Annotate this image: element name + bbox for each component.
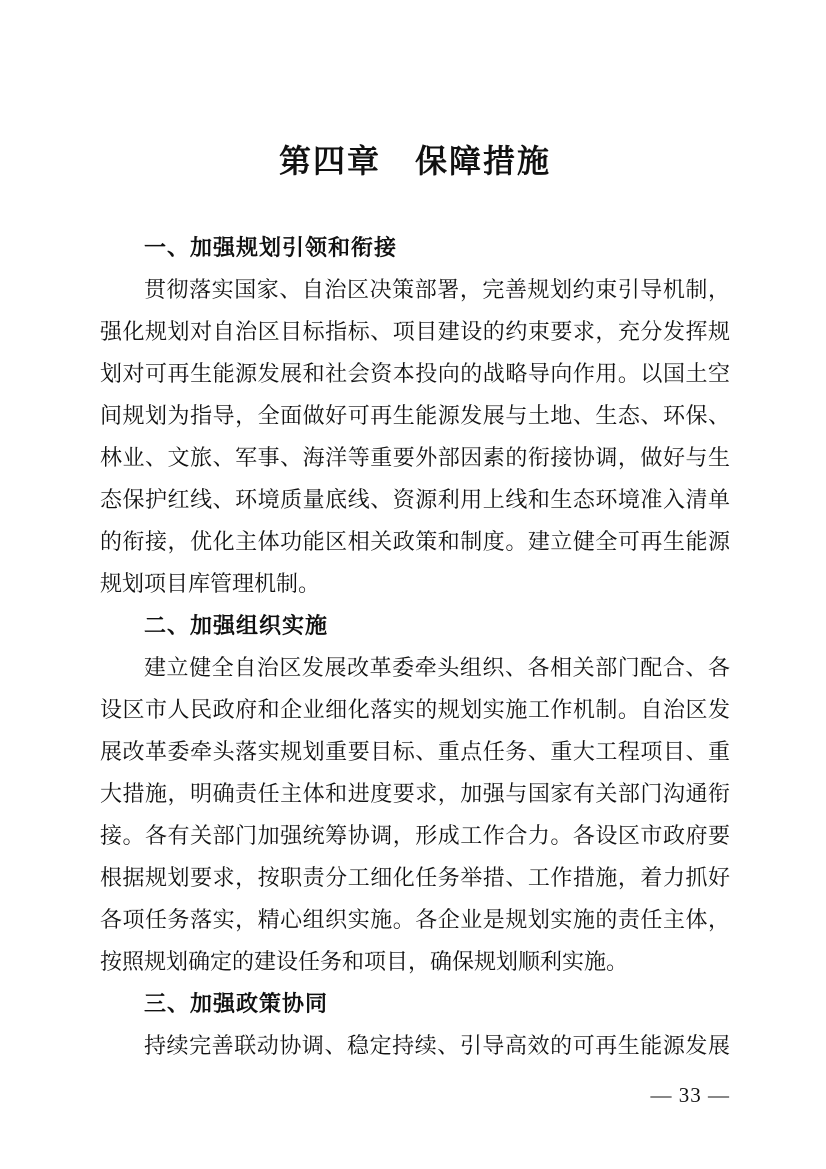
paragraph-line: 设区市人民政府和企业细化落实的规划实施工作机制。自治区发 [100, 697, 730, 722]
paragraph-line: 划对可再生能源发展和社会资本投向的战略导向作用。以国土空 [100, 361, 730, 386]
section-heading-1: 一、加强规划引领和衔接 [144, 235, 398, 260]
paragraph-line: 贯彻落实国家、自治区决策部署，完善规划约束引导机制， [144, 277, 730, 302]
section-heading-2: 二、加强组织实施 [144, 613, 329, 638]
paragraph-line: 规划项目库管理机制。 [100, 571, 321, 596]
paragraph-line: 的衔接，优化主体功能区相关政策和制度。建立健全可再生能源 [100, 529, 730, 554]
paragraph-line: 各项任务落实，精心组织实施。各企业是规划实施的责任主体， [100, 907, 730, 932]
paragraph-line: 间规划为指导，全面做好可再生能源发展与土地、生态、环保、 [100, 403, 730, 428]
paragraph-line: 态保护红线、环境质量底线、资源利用上线和生态环境准入清单 [100, 487, 730, 512]
section-heading-3: 三、加强政策协同 [144, 991, 329, 1016]
paragraph-line: 建立健全自治区发展改革委牵头组织、各相关部门配合、各 [144, 655, 730, 680]
chapter-title: 第四章 保障措施 [278, 143, 551, 179]
page-number: — 33 — [650, 1083, 730, 1107]
paragraph-line: 强化规划对自治区目标指标、项目建设的约束要求，充分发挥规 [100, 319, 730, 344]
paragraph-line: 根据规划要求，按职责分工细化任务举措、工作措施，着力抓好 [100, 865, 730, 890]
paragraph-line: 大措施，明确责任主体和进度要求，加强与国家有关部门沟通衔 [100, 781, 730, 806]
paragraph-line: 持续完善联动协调、稳定持续、引导高效的可再生能源发展 [144, 1033, 730, 1058]
paragraph-line: 按照规划确定的建设任务和项目，确保规划顺利实施。 [100, 949, 629, 974]
paragraph-line: 展改革委牵头落实规划重要目标、重点任务、重大工程项目、重 [100, 739, 730, 764]
paragraph-line: 接。各有关部门加强统筹协调，形成工作合力。各设区市政府要 [100, 823, 730, 848]
paragraph-line: 林业、文旅、军事、海洋等重要外部因素的衔接协调，做好与生 [100, 445, 730, 470]
